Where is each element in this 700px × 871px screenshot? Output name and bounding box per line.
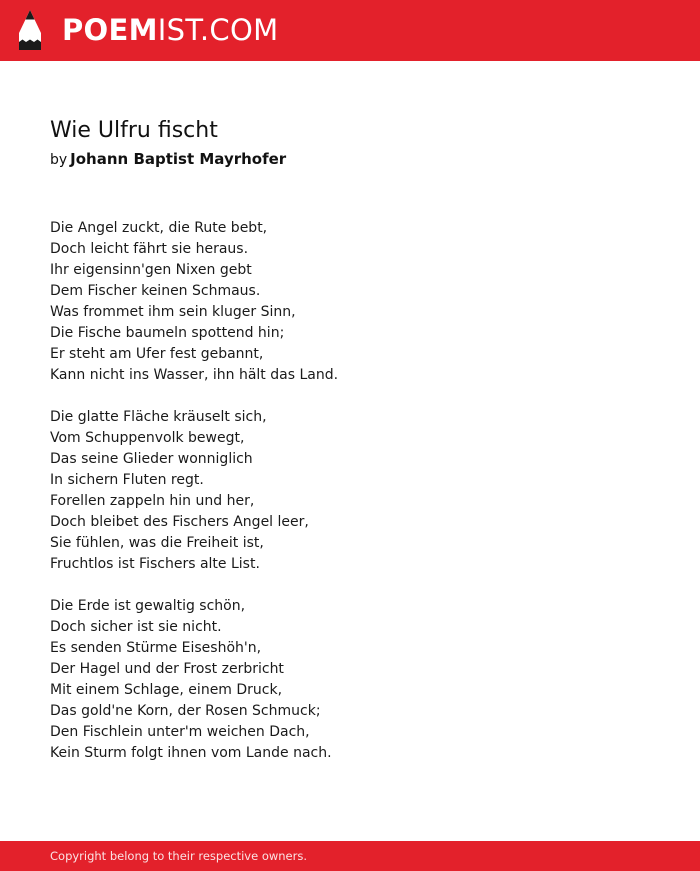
poem-body (50, 218, 650, 785)
poem-line: Forellen zappeln hin und her, (50, 493, 255, 509)
poem-line: Das seine Glieder wonniglich (50, 451, 253, 467)
poem-line: Doch sicher ist sie nicht. (50, 619, 222, 635)
author-name: Johann Baptist Mayrhofer (70, 150, 287, 168)
pencil-icon (17, 9, 43, 52)
byline (50, 148, 286, 171)
stanza (50, 407, 650, 575)
poem-line: Es senden Stürme Eiseshöh'n, (50, 640, 262, 656)
poem-line: In sichern Fluten regt. (50, 472, 204, 488)
copyright-text: Copyright belong to their respective owners. (50, 849, 308, 863)
poem-title: Wie Ulfru fischt (50, 118, 218, 143)
site-logo-link[interactable] (62, 11, 278, 49)
poem-line: Er steht am Ufer fest gebannt, (50, 346, 264, 362)
poem-line: Der Hagel und der Frost zerbricht (50, 661, 284, 677)
poem-line: Das gold'ne Korn, der Rosen Schmuck; (50, 703, 321, 719)
poem-line: Sie fühlen, was die Freiheit ist, (50, 535, 264, 551)
logo-text-light: IST.COM (157, 13, 279, 47)
poem-line: Die Angel zuckt, die Rute bebt, (50, 220, 268, 236)
poem-line: Kein Sturm folgt ihnen vom Lande nach. (50, 745, 332, 761)
stanza (50, 218, 650, 386)
poem-line: Den Fischlein unter'm weichen Dach, (50, 724, 310, 740)
poem-line: Vom Schuppenvolk bewegt, (50, 430, 245, 446)
stanza (50, 596, 650, 764)
poem-line: Kann nicht ins Wasser, ihn hält das Land. (50, 367, 339, 383)
by-label: by (50, 152, 68, 168)
poem-line: Die Erde ist gewaltig schön, (50, 598, 246, 614)
poem-line: Doch leicht fährt sie heraus. (50, 241, 249, 257)
poem-line: Fruchtlos ist Fischers alte List. (50, 556, 260, 572)
footer-bar (0, 841, 700, 871)
poem-line: Die glatte Fläche kräuselt sich, (50, 409, 267, 425)
logo-text-bold: POEM (62, 13, 158, 47)
poem-line: Mit einem Schlage, einem Druck, (50, 682, 283, 698)
poem-line: Die Fische baumeln spottend hin; (50, 325, 285, 341)
poem-line: Was frommet ihm sein kluger Sinn, (50, 304, 296, 320)
header-bar (0, 0, 700, 61)
poem-line: Doch bleibet des Fischers Angel leer, (50, 514, 309, 530)
poem-line: Ihr eigensinn'gen Nixen gebt (50, 262, 252, 278)
poem-line: Dem Fischer keinen Schmaus. (50, 283, 261, 299)
